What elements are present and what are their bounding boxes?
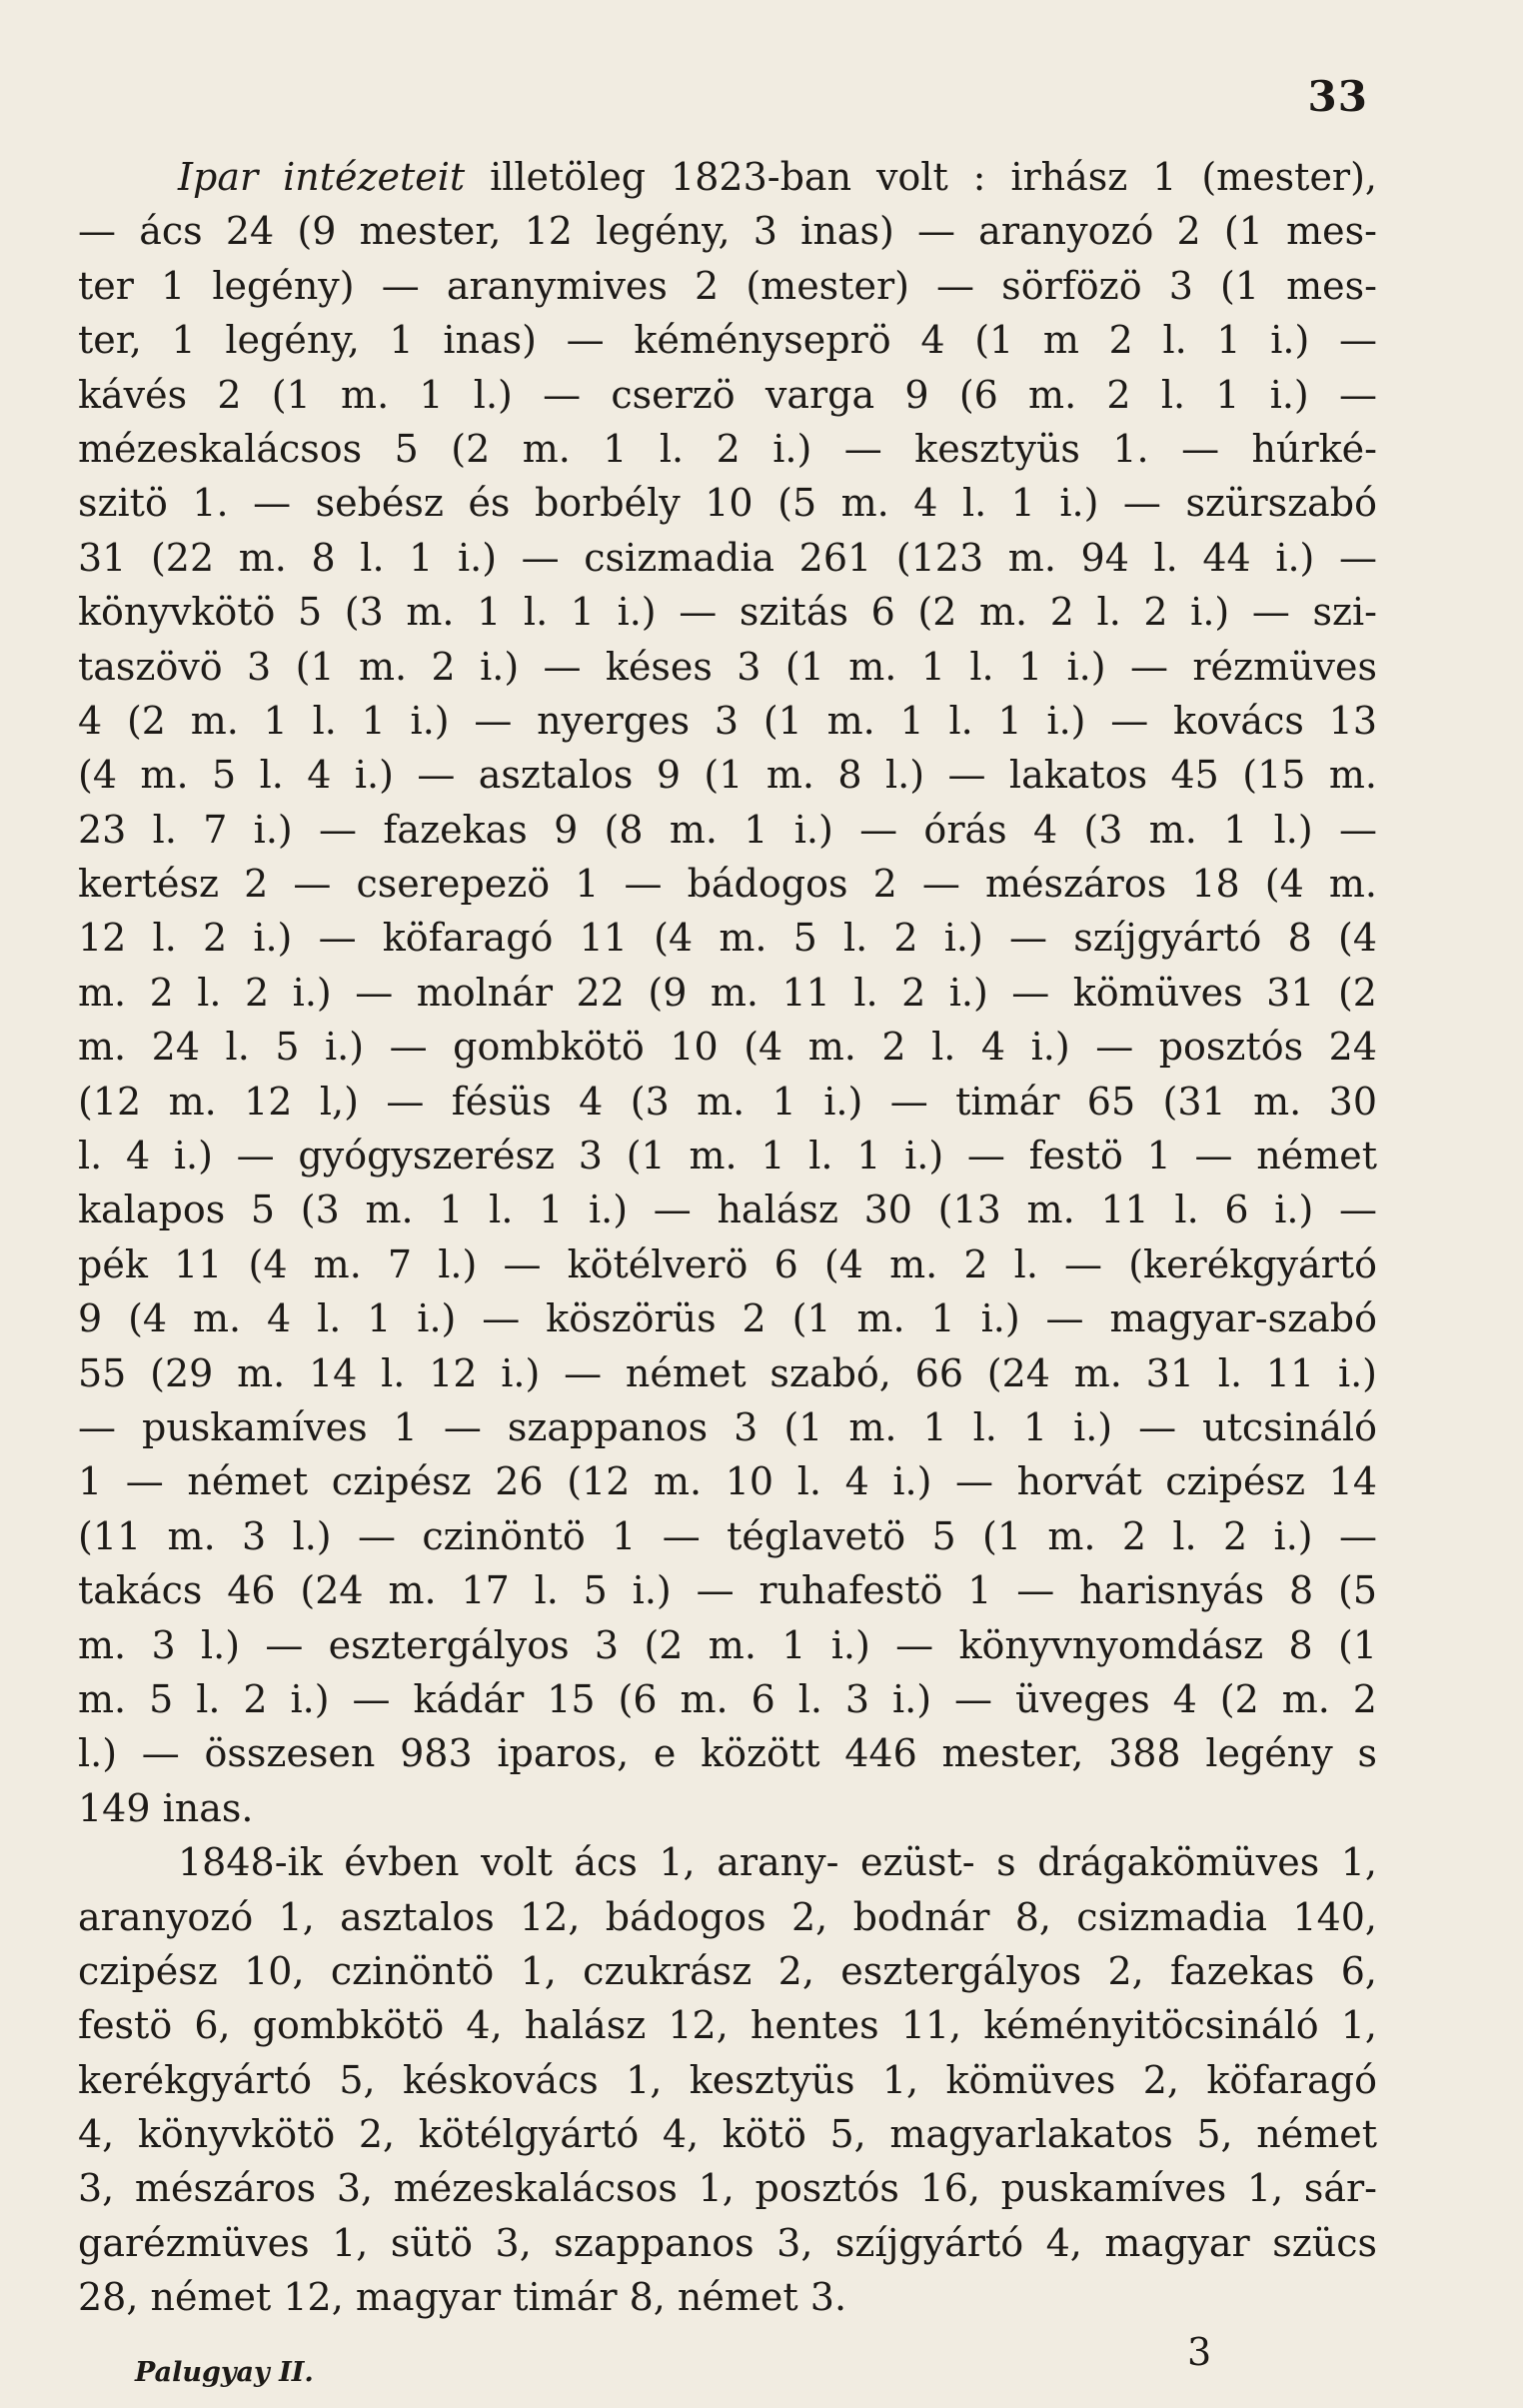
text-line: pék 11 (4 m. 7 l.) — kötélverö 6 (4 m. 2 l. — (kerékgyártó (78, 1241, 1377, 1286)
text-line: (11 m. 3 l.) — czinöntö 1 — téglavetö 5 (1 m. 2 l. 2 i.) — (78, 1513, 1377, 1558)
text-line: garézmüves 1, sütö 3, szappanos 3, szíjgyártó 4, magyar szücs (78, 2220, 1377, 2265)
italic-heading: Ipar intézeteit (178, 155, 466, 199)
text-line: ter, 1 legény, 1 inas) — kéményseprö 4 (1 m 2 l. 1 i.) — (78, 318, 1377, 363)
body-text (78, 150, 1377, 2325)
text-line: festö 6, gombkötö 4, halász 12, hentes 11, kéményitöcsináló 1, (78, 2003, 1377, 2048)
text-line: könyvkötö 5 (3 m. 1 l. 1 i.) — szitás 6 (2 m. 2 l. 2 i.) — szi- (78, 590, 1377, 635)
text-line: 4, könyvkötö 2, kötélgyártó 4, kötö 5, magyarlakatos 5, német (78, 2112, 1377, 2157)
text-line: m. 24 l. 5 i.) — gombkötö 10 (4 m. 2 l. 4 i.) — posztós 24 (78, 1025, 1377, 1070)
text-line: 31 (22 m. 8 l. 1 i.) — csizmadia 261 (123 m. 94 l. 44 i.) — (78, 535, 1377, 580)
text-line: m. 3 l.) — esztergályos 3 (2 m. 1 i.) — könyvnyomdász 8 (1 (78, 1622, 1377, 1667)
text-line: ter 1 legény) — aranymives 2 (mester) — sörfözö 3 (1 mes- (78, 263, 1377, 308)
text-line: kertész 2 — cserepezö 1 — bádogos 2 — mészáros 18 (4 m. (78, 862, 1377, 907)
text-line: mézeskalácsos 5 (2 m. 1 l. 2 i.) — kesztyüs 1. — húrké- (78, 426, 1377, 471)
paragraph1-first-line (78, 150, 1377, 204)
text-line: taszövö 3 (1 m. 2 i.) — késes 3 (1 m. 1 l. 1 i.) — rézmüves (78, 644, 1377, 689)
text-line: m. 5 l. 2 i.) — kádár 15 (6 m. 6 l. 3 i.) — üveges 4 (2 m. 2 (78, 1676, 1377, 1721)
text-line: kerékgyártó 5, késkovács 1, kesztyüs 1, kömüves 2, köfaragó (78, 2057, 1377, 2102)
text-line: 28, német 12, magyar timár 8, német 3. (78, 2275, 847, 2320)
text-line: (12 m. 12 l,) — fésüs 4 (3 m. 1 i.) — timár 65 (31 m. 30 (78, 1079, 1377, 1124)
text-line: 1 — német czipész 26 (12 m. 10 l. 4 i.) — horvát czipész 14 (78, 1459, 1377, 1504)
text-line: m. 2 l. 2 i.) — molnár 22 (9 m. 11 l. 2 i.) — kömüves 31 (2 (78, 970, 1377, 1015)
text-line: aranyozó 1, asztalos 12, bádogos 2, bodnár 8, csizmadia 140, (78, 1894, 1377, 1939)
text-line: — ács 24 (9 mester, 12 legény, 3 inas) — aranyozó 2 (1 mes- (78, 209, 1377, 254)
text-line: 149 inas. (78, 1785, 254, 1830)
text-line: kalapos 5 (3 m. 1 l. 1 i.) — halász 30 (13 m. 11 l. 6 i.) — (78, 1188, 1377, 1232)
text-line: — puskamíves 1 — szappanos 3 (1 m. 1 l. 1 i.) — utcsináló (78, 1404, 1377, 1449)
signature-number: 3 (1187, 2330, 1212, 2374)
text-line: 4 (2 m. 1 l. 1 i.) — nyerges 3 (1 m. 1 l. 1 i.) — kovács 13 (78, 698, 1377, 743)
text-line: 12 l. 2 i.) — köfaragó 11 (4 m. 5 l. 2 i.) — szíjgyártó 8 (4 (78, 916, 1377, 961)
text-line: l. 4 i.) — gyógyszerész 3 (1 m. 1 l. 1 i.) — festö 1 — német (78, 1134, 1377, 1179)
text-line: takács 46 (24 m. 17 l. 5 i.) — ruhafestö 1 — harisnyás 8 (5 (78, 1568, 1377, 1613)
text-line: czipész 10, czinöntö 1, czukrász 2, esztergályos 2, fazekas 6, (78, 1948, 1377, 1993)
text-line: 3, mészáros 3, mézeskalácsos 1, posztós 16, puskamíves 1, sár- (78, 2166, 1377, 2211)
page-number: 33 (1307, 72, 1368, 121)
paragraph2-first-line: 1848-ik évben volt ács 1, arany- ezüst- s drágakömüves 1, (178, 1840, 1377, 1885)
text-line: (4 m. 5 l. 4 i.) — asztalos 9 (1 m. 8 l.) — lakatos 45 (15 m. (78, 753, 1377, 798)
printer-signature-mark: Palugyay II. (135, 2357, 314, 2388)
text-line: 23 l. 7 i.) — fazekas 9 (8 m. 1 i.) — órás 4 (3 m. 1 l.) — (78, 807, 1377, 852)
text-line: 55 (29 m. 14 l. 12 i.) — német szabó, 66 (24 m. 31 l. 11 i.) (78, 1350, 1377, 1395)
first-line-rest: illetöleg 1823-ban volt : irhász 1 (mester), (465, 155, 1377, 199)
text-line: szitö 1. — sebész és borbély 10 (5 m. 4 l. 1 i.) — szürszabó (78, 481, 1377, 526)
text-line: kávés 2 (1 m. 1 l.) — cserzö varga 9 (6 m. 2 l. 1 i.) — (78, 372, 1377, 417)
text-line: 9 (4 m. 4 l. 1 i.) — köszörüs 2 (1 m. 1 i.) — magyar-szabó (78, 1296, 1377, 1341)
text-line: l.) — összesen 983 iparos, e között 446 mester, 388 legény s (78, 1731, 1377, 1776)
